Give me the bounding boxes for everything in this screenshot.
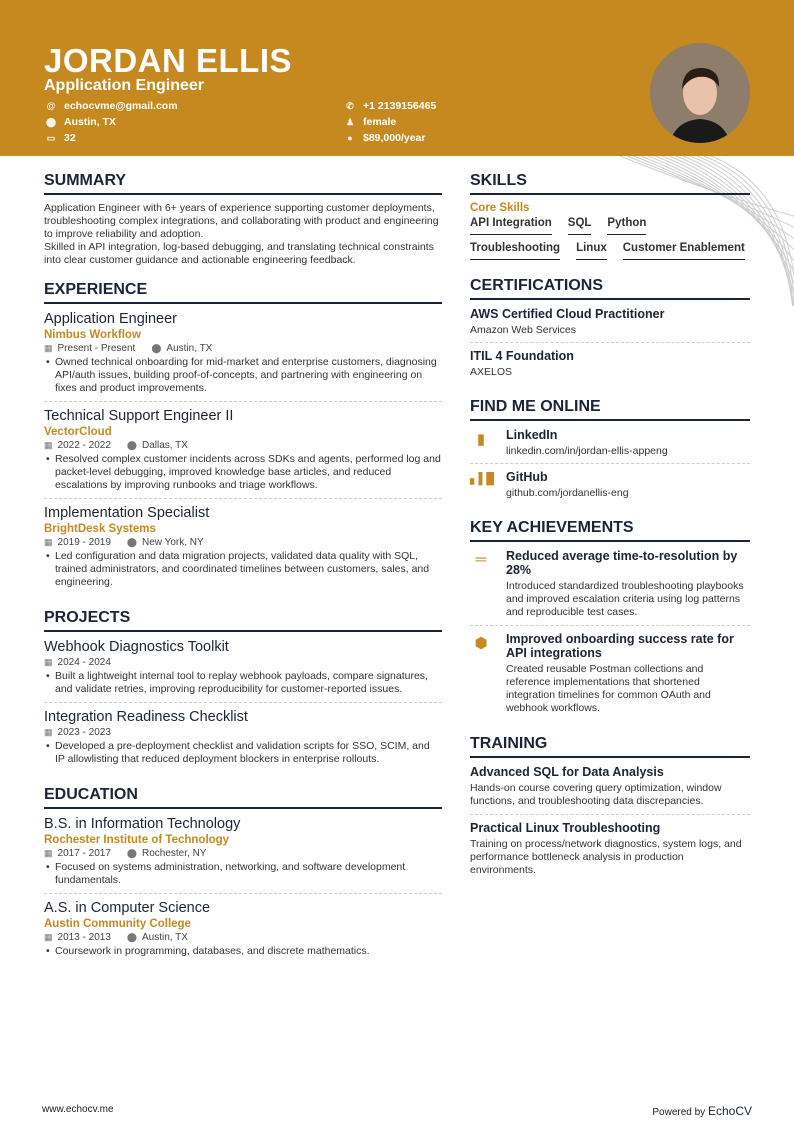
entry-title: Application Engineer [44, 311, 178, 327]
education-entry [44, 900, 442, 964]
pin-icon: ⬤ [126, 932, 137, 942]
achievement-desc: Created reusable Postman collections and reference implementations that shortened integration timelines for common OAuth and webhook workflows. [506, 663, 711, 714]
dates-text: 2023 - 2023 [57, 727, 111, 738]
experience-entry [44, 505, 442, 595]
entry-organization: Rochester Institute of Technology [44, 834, 230, 846]
entry-meta [44, 727, 442, 738]
dates [44, 657, 111, 668]
header [0, 0, 794, 156]
bar-chart-icon: ▖▌█ [470, 473, 495, 485]
dates-text: 2024 - 2024 [57, 657, 111, 668]
online-link[interactable] [470, 470, 750, 505]
gender [345, 116, 396, 128]
dates-text: Present - Present [57, 343, 136, 354]
entry-organization: BrightDesk Systems [44, 523, 156, 535]
entry-title: Implementation Specialist [44, 505, 210, 521]
entry-title: B.S. in Information Technology [44, 816, 241, 832]
age-text: 32 [64, 132, 76, 144]
pin-icon: ⬤ [126, 537, 137, 547]
entry-bullet: • Developed a pre-deployment checklist and validation scripts for SSO, SCIM, and IP allowlisting that reduced deployment blockers in enterprise rollouts. [44, 740, 442, 766]
section-title: KEY ACHIEVEMENTS [470, 519, 750, 542]
skill-tag: Python [607, 217, 646, 235]
entry-meta [44, 657, 442, 668]
calendar-icon: ▦ [44, 537, 53, 547]
entry-bullet: • Built a lightweight internal tool to replay webhook payloads, compare signatures, and validate retries, improving reproducibility for customer-reported issues. [44, 670, 442, 696]
gender-text: female [363, 116, 397, 128]
achievement-title: Improved onboarding success rate for API integrations [506, 632, 734, 660]
training-title: Advanced SQL for Data Analysis [470, 765, 664, 779]
entry-meta [44, 537, 442, 548]
avatar [650, 43, 750, 143]
dates-text: 2013 - 2013 [57, 932, 111, 943]
email-text: echocvme@gmail.com [64, 100, 178, 112]
dates-text: 2022 - 2022 [57, 440, 111, 451]
brand-text: EchoCV [707, 1104, 752, 1118]
projects-entry [44, 639, 442, 703]
training-section [470, 735, 750, 883]
achievement-title: Reduced average time-to-resolution by 28% [506, 549, 738, 577]
phone-icon: ✆ [346, 100, 354, 111]
projects-entry [44, 709, 442, 772]
location-text: Austin, TX [166, 343, 213, 354]
link-name: LinkedIn [506, 428, 558, 442]
salary-text: $89,000/year [363, 132, 426, 144]
link-text [506, 428, 668, 457]
entry-bullet: • Owned technical onboarding for mid-market and enterprise customers, diagnosing API/auth issues, building proof-of-concepts, and partnering with engineering on fixes and product improvements. [44, 356, 442, 395]
calendar-icon: ▭ [46, 132, 56, 143]
achievement-entry [470, 632, 750, 721]
training-title: Practical Linux Troubleshooting [470, 821, 661, 835]
dates [44, 848, 111, 859]
section-title: SUMMARY [44, 172, 442, 195]
calendar-icon: ▦ [44, 727, 53, 737]
footer-powered[interactable] [652, 1104, 752, 1118]
entry-bullet: • Focused on systems administration, networking, and software development fundamentals. [44, 861, 442, 887]
location-text: Austin, TX [64, 116, 116, 128]
certifications-section [470, 277, 750, 384]
achievement-text [506, 549, 750, 619]
right-column [470, 172, 750, 897]
achievement-entry [470, 549, 750, 626]
location-text: Rochester, NY [141, 848, 207, 859]
location [46, 116, 116, 128]
salary [345, 132, 425, 144]
link-name: GitHub [506, 470, 548, 484]
certification-entry [470, 349, 750, 384]
location [127, 537, 204, 548]
achievement-desc: Introduced standardized troubleshooting playbooks and improved escalation criteria using log patterns and reproducible test cases. [506, 580, 744, 618]
left-column [44, 172, 442, 978]
age [46, 132, 76, 144]
cert-name: ITIL 4 Foundation [470, 349, 574, 363]
section-title: PROJECTS [44, 609, 442, 632]
location [127, 440, 188, 451]
education-section [44, 786, 442, 964]
entry-bullet: • Resolved complex customer incidents across SDKs and agents, performed log and packet-level debugging, improved knowledge base articles, and reduced escalations by improving runbooks and triage workflows. [44, 453, 442, 492]
calendar-icon: ▦ [44, 657, 53, 667]
footer-site[interactable]: www.echocv.me [42, 1104, 114, 1115]
summary-paragraph: Skilled in API integration, log-based debugging, and translating technical constraints into clear customer guidance and actionable engineering feedback. [44, 241, 434, 266]
link-text [506, 470, 629, 499]
powered-text: Powered by [652, 1107, 708, 1118]
cert-issuer: AXELOS [470, 366, 513, 378]
dates [44, 440, 111, 451]
section-title: FIND ME ONLINE [470, 398, 750, 421]
section-title: CERTIFICATIONS [470, 277, 750, 300]
entry-meta [44, 932, 442, 943]
candidate-name: JORDAN ELLIS [44, 42, 293, 79]
achievements-section [470, 519, 750, 721]
calendar-icon: ▦ [44, 848, 53, 858]
link-url: github.com/jordanellis-eng [506, 487, 629, 499]
person-icon: ♟ [345, 116, 355, 127]
entry-meta [44, 848, 442, 859]
section-title: EXPERIENCE [44, 281, 442, 304]
entry-organization: Austin Community College [44, 918, 191, 930]
location [151, 343, 212, 354]
dates-text: 2019 - 2019 [57, 537, 111, 548]
dates [44, 727, 111, 738]
entry-bullet: • Coursework in programming, databases, and discrete mathematics. [44, 945, 442, 958]
skill-tag: Linux [576, 242, 607, 260]
link-url: linkedin.com/in/jordan-ellis-appeng [506, 445, 668, 457]
at-icon: @ [46, 101, 56, 111]
skill-tag: API Integration [470, 217, 552, 235]
online-section [470, 398, 750, 505]
phone[interactable] [345, 100, 436, 112]
achievement-text [506, 632, 750, 715]
money-icon: ● [347, 133, 353, 143]
cert-name: AWS Certified Cloud Practitioner [470, 307, 665, 321]
dates [44, 537, 111, 548]
pin-icon: ⬤ [151, 343, 162, 353]
calendar-icon: ▦ [44, 343, 53, 353]
entry-title: A.S. in Computer Science [44, 900, 211, 916]
section-title: EDUCATION [44, 786, 442, 809]
section-title: TRAINING [470, 735, 750, 758]
training-entry [470, 821, 750, 883]
location-text: New York, NY [141, 537, 204, 548]
location-text: Austin, TX [141, 932, 188, 943]
experience-section [44, 281, 442, 595]
location [127, 932, 188, 943]
dates [44, 343, 135, 354]
entry-organization: VectorCloud [44, 426, 112, 438]
skill-category: Core Skills [470, 202, 530, 214]
bookmark-icon: ▮ [476, 431, 486, 448]
section-title: SKILLS [470, 172, 750, 195]
pin-icon: ⬤ [126, 440, 137, 450]
skill-tag: Troubleshooting [470, 242, 560, 260]
training-desc: Training on process/network diagnostics, system logs, and performance bottleneck analysis in production environments. [470, 838, 742, 876]
cube-icon: ⬢ [474, 635, 488, 652]
summary-section [44, 172, 442, 267]
email[interactable] [46, 100, 178, 112]
skill-tag: SQL [568, 217, 592, 235]
experience-entry [44, 311, 442, 402]
summary-paragraph: Application Engineer with 6+ years of experience supporting customer deployments, troubleshooting complex integrations, and collaborating with product and engineering to improve reliability and adoption. [44, 202, 439, 240]
entry-meta [44, 440, 442, 451]
certification-entry [470, 307, 750, 343]
cert-issuer: Amazon Web Services [470, 324, 577, 336]
training-desc: Hands-on course covering query optimization, window functions, and troubleshooting data discrepancies. [470, 782, 722, 807]
projects-section [44, 609, 442, 772]
job-title: Application Engineer [44, 77, 205, 94]
location [127, 848, 207, 859]
location-text: Dallas, TX [141, 440, 188, 451]
calendar-icon: ▦ [44, 932, 53, 942]
pin-icon: ⬤ [126, 848, 137, 858]
dates-text: 2017 - 2017 [57, 848, 111, 859]
experience-entry [44, 408, 442, 499]
entry-organization: Nimbus Workflow [44, 329, 141, 341]
skill-tag: Customer Enablement [623, 242, 745, 260]
skills-section [470, 172, 750, 263]
phone-text: +1 2139156465 [363, 100, 437, 112]
training-entry [470, 765, 750, 815]
entry-title: Webhook Diagnostics Toolkit [44, 639, 229, 655]
online-link[interactable] [470, 428, 750, 464]
entry-title: Integration Readiness Checklist [44, 709, 248, 725]
entry-bullet: • Led configuration and data migration projects, validated data quality with SQL, trained administrators, and coordinated timelines between customers, sales, and engineering. [44, 550, 442, 589]
dates [44, 932, 111, 943]
education-entry [44, 816, 442, 894]
calendar-icon: ▦ [44, 440, 53, 450]
entry-title: Technical Support Engineer II [44, 408, 234, 424]
entry-meta [44, 343, 442, 354]
lines-icon: ═ [475, 551, 487, 568]
pin-icon: ⬤ [46, 116, 57, 127]
